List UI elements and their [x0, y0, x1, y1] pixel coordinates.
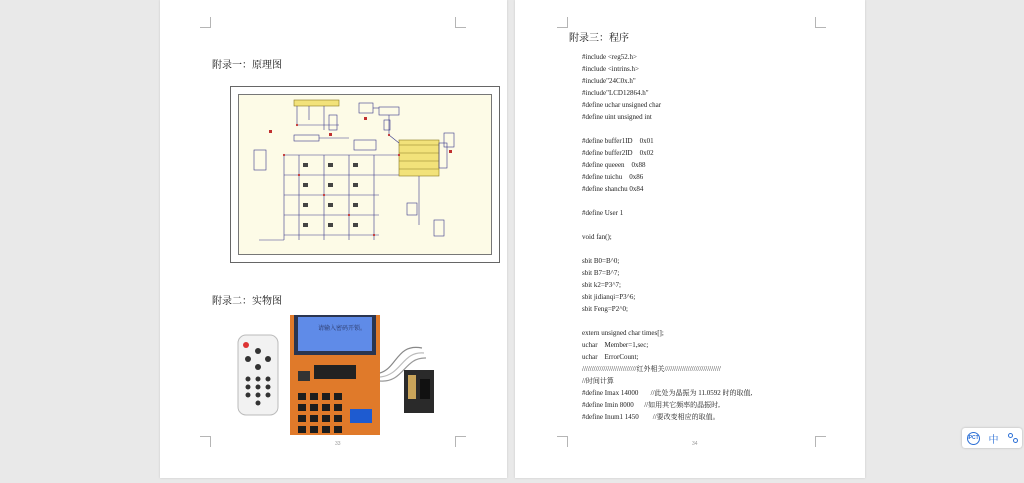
code-line: extern unsigned char times[]; [582, 329, 664, 337]
code-line: sbit jidianqi=P3^6; [582, 293, 636, 301]
code-line: #define tuichu 0x86 [582, 173, 644, 181]
code-line: sbit Feng=P2^0; [582, 305, 628, 313]
code-line: sbit B7=B^7; [582, 269, 620, 277]
code-line: #include"24C0x.h" [582, 77, 636, 85]
code-line: ////////////////////////////红外相关///////////////////////////// [582, 365, 721, 373]
document-page-33 [160, 0, 507, 478]
schematic-drawing [239, 95, 493, 256]
crop-mark [815, 436, 826, 447]
code-line: #define buffer2ID 0x02 [582, 149, 654, 157]
code-line: #define Imin 8000 //如用其它频率的晶振时, [582, 401, 720, 409]
code-line: #define Inum1 1450 //要改变相应的取值。 [582, 413, 720, 421]
document-page-34 [515, 0, 865, 478]
crop-mark [200, 17, 211, 28]
code-line: uchar Member=1,sec; [582, 341, 649, 349]
code-line: #include <intrins.h> [582, 65, 639, 73]
crop-mark [815, 17, 826, 28]
crop-mark [557, 436, 568, 447]
code-line: #define queeen 0x88 [582, 161, 646, 169]
code-line [582, 219, 862, 231]
code-line: uchar ErrorCount; [582, 353, 639, 361]
appendix-1-heading: 附录一：原理图 [212, 60, 282, 71]
code-line: void fan(); [582, 233, 612, 241]
page-number: 33 [335, 441, 341, 447]
code-line: #define shanchu 0x84 [582, 185, 644, 193]
code-line: #define User 1 [582, 209, 624, 217]
code-line: #include"LCD12864.h" [582, 89, 649, 97]
code-line [582, 195, 862, 207]
code-line [582, 243, 862, 255]
code-line: #define Imax 14000 //此处为晶振为 11.0592 时的取值, [582, 389, 753, 397]
code-line: sbit B0=B^0; [582, 257, 620, 265]
schematic-diagram-image [230, 86, 500, 263]
code-line: sbit k2=P3^7; [582, 281, 621, 289]
page-number: 34 [692, 441, 698, 447]
code-line: #define uchar unsigned char [582, 101, 662, 109]
code-line: #define buffer1ID 0x01 [582, 137, 654, 145]
code-line: #define uint unsigned int [582, 113, 652, 121]
hardware-photo-image [232, 313, 442, 439]
appendix-2-heading: 附录二：实物图 [212, 296, 282, 307]
crop-mark [455, 436, 466, 447]
ime-logo-icon[interactable]: IPCT [967, 432, 980, 445]
crop-mark [200, 436, 211, 447]
lcd-screen-text: 请输入密码开锁。 [318, 325, 367, 332]
program-code-listing [582, 51, 862, 423]
appendix-3-heading: 附录三：程序 [569, 33, 629, 44]
ime-language-toggle[interactable]: 中 [988, 434, 999, 446]
crop-mark [455, 17, 466, 28]
code-line: #include <reg52.h> [582, 53, 637, 61]
ime-settings-icon[interactable] [1008, 433, 1018, 443]
ime-toolbar[interactable] [962, 428, 1022, 448]
crop-mark [557, 17, 568, 28]
code-line: //时间计算 [582, 377, 614, 385]
code-line [582, 315, 862, 327]
code-line [582, 123, 862, 135]
